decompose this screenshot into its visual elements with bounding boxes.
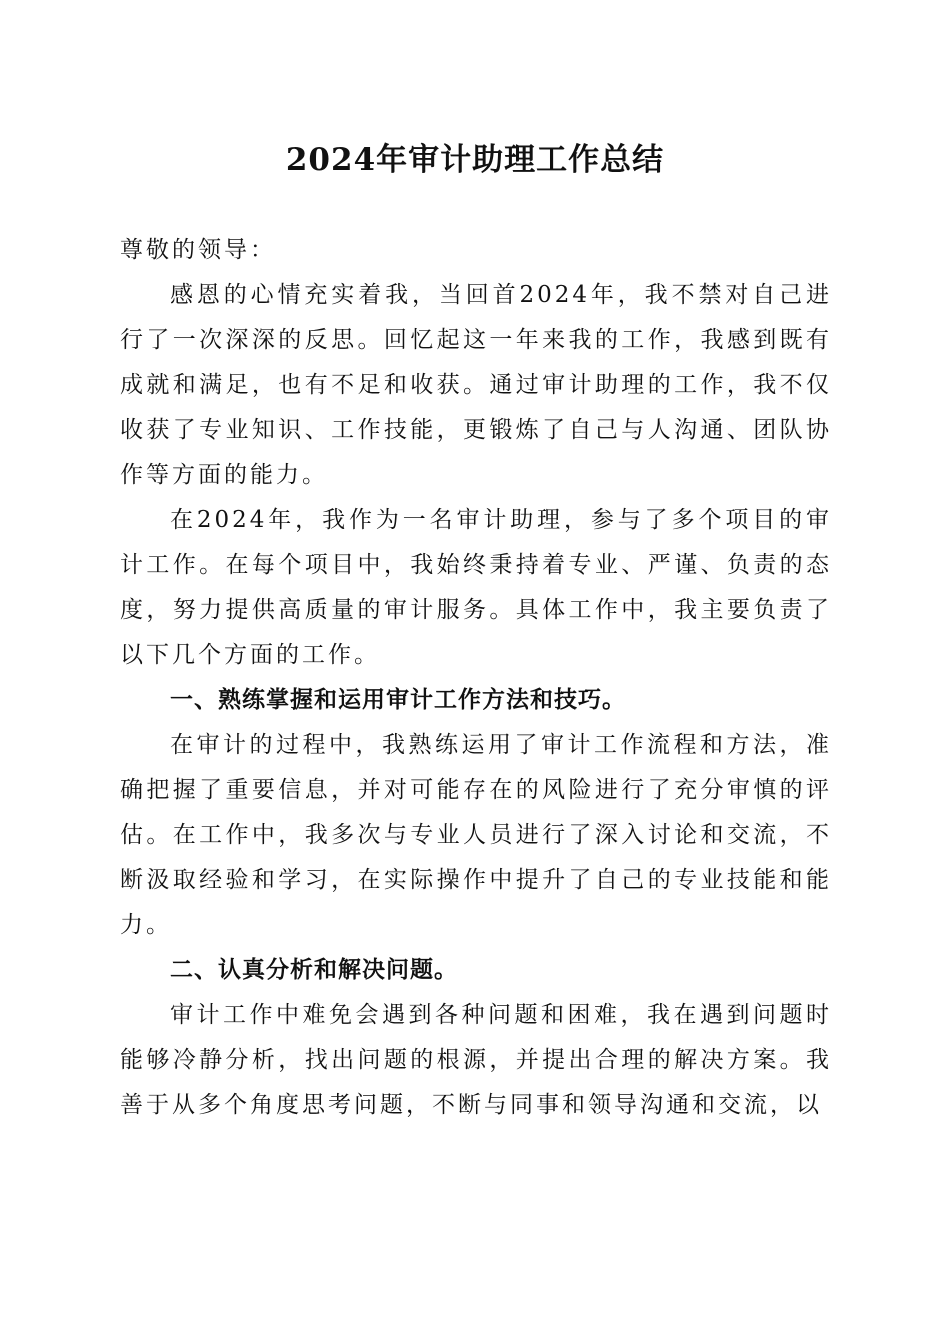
section-heading-1: 一、熟练掌握和运用审计工作方法和技巧。 (170, 687, 626, 713)
section-heading-2: 二、认真分析和解决问题。 (170, 957, 458, 983)
section-text-1: 在审计的过程中，我熟练运用了审计工作流程和方法，准确把握了重要信息，并对可能存在的风险进行了充分审慎的评估。在工作中，我多次与专业人员进行了深入讨论和交流，不断汲取经验和学习，在实际操作中提升了自己的专业技能和能力。 (120, 732, 832, 938)
document-body (120, 228, 832, 1128)
document-title: 2024年审计助理工作总结 (285, 142, 665, 178)
salutation: 尊敬的领导： (120, 237, 276, 263)
paragraph-intro: 感恩的心情充实着我，当回首2024年，我不禁对自己进行了一次深深的反思。回忆起这一年来我的工作，我感到既有成就和满足，也有不足和收获。通过审计助理的工作，我不仅收获了专业知识、工作技能，更锻炼了自己与人沟通、团队协作等方面的能力。 (120, 282, 832, 488)
section-text-2: 审计工作中难免会遇到各种问题和困难，我在遇到问题时能够冷静分析，找出问题的根源，并提出合理的解决方案。我善于从多个角度思考问题，不断与同事和领导沟通和交流，以 (120, 1002, 832, 1118)
paragraph-overview: 在2024年，我作为一名审计助理，参与了多个项目的审计工作。在每个项目中，我始终秉持着专业、严谨、负责的态度，努力提供高质量的审计服务。具体工作中，我主要负责了以下几个方面的工作。 (120, 507, 832, 668)
